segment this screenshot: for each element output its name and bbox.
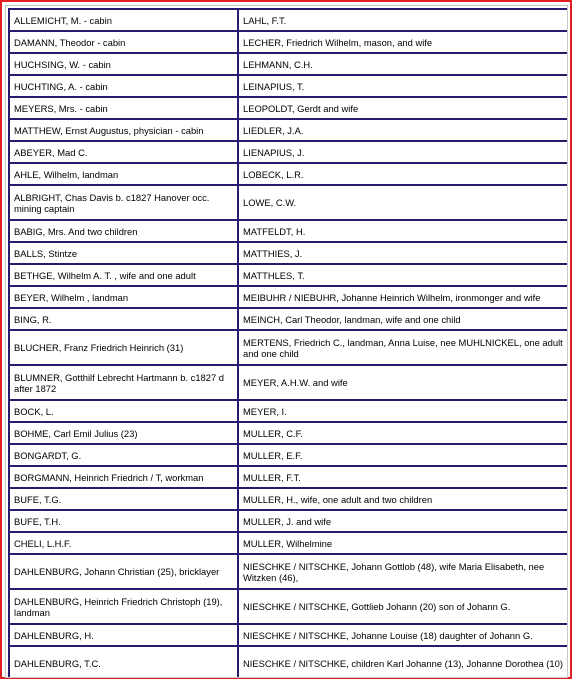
passenger-table-body xyxy=(9,9,568,678)
table-row xyxy=(9,624,568,646)
passenger-cell-left: BOHME, Carl Emil Julius (23) xyxy=(9,422,238,444)
table-row xyxy=(9,308,568,330)
table-row xyxy=(9,220,568,242)
passenger-cell-left: BABIG, Mrs. And two children xyxy=(9,220,238,242)
passenger-cell-left: BALLS, Stintze xyxy=(9,242,238,264)
table-row xyxy=(9,97,568,119)
table-row xyxy=(9,510,568,532)
passenger-cell-left: BETHGE, Wilhelm A. T. , wife and one adult xyxy=(9,264,238,286)
passenger-cell-right: NIESCHKE / NITSCHKE, children Karl Johanne (13), Johanne Dorothea (10) xyxy=(238,646,568,678)
table-row xyxy=(9,75,568,97)
passenger-cell-right: MULLER, F.T. xyxy=(238,466,568,488)
passenger-cell-left: DAHLENBURG, Johann Christian (25), bricklayer xyxy=(9,554,238,589)
passenger-cell-right: MULLER, Wilhelmine xyxy=(238,532,568,554)
passenger-cell-left: BLUCHER, Franz Friedrich Heinrich (31) xyxy=(9,330,238,365)
table-row xyxy=(9,286,568,308)
table-row xyxy=(9,554,568,589)
table-row xyxy=(9,264,568,286)
table-row xyxy=(9,646,568,678)
passenger-cell-right: LEOPOLDT, Gerdt and wife xyxy=(238,97,568,119)
passenger-cell-left: CHELI, L.H.F. xyxy=(9,532,238,554)
passenger-cell-right: LOBECK, L.R. xyxy=(238,163,568,185)
passenger-cell-right: LECHER, Friedrich Wilhelm, mason, and wife xyxy=(238,31,568,53)
passenger-cell-right: NIESCHKE / NITSCHKE, Gottlieb Johann (20) son of Johann G. xyxy=(238,589,568,624)
passenger-cell-right: MATTHIES, J. xyxy=(238,242,568,264)
passenger-cell-right: MULLER, C.F. xyxy=(238,422,568,444)
table-row xyxy=(9,163,568,185)
passenger-cell-right: MULLER, H., wife, one adult and two children xyxy=(238,488,568,510)
passenger-cell-left: BING, R. xyxy=(9,308,238,330)
passenger-cell-left: ALLEMICHT, M. - cabin xyxy=(9,9,238,31)
passenger-cell-left: BEYER, Wilhelm , landman xyxy=(9,286,238,308)
passenger-cell-right: MERTENS, Friedrich C., landman, Anna Luise, nee MUHLNICKEL, one adult and one child xyxy=(238,330,568,365)
passenger-cell-left: BLUMNER, Gotthilf Lebrecht Hartmann b. c1827 d after 1872 xyxy=(9,365,238,400)
passenger-cell-left: MATTHEW, Ernst Augustus, physician - cabin xyxy=(9,119,238,141)
passenger-cell-left: BORGMANN, Heinrich Friedrich / T, workman xyxy=(9,466,238,488)
table-row xyxy=(9,400,568,422)
table-row xyxy=(9,31,568,53)
passenger-cell-left: HUCHSING, W. - cabin xyxy=(9,53,238,75)
passenger-cell-right: MEIBUHR / NIEBUHR, Johanne Heinrich Wilhelm, ironmonger and wife xyxy=(238,286,568,308)
table-row xyxy=(9,119,568,141)
table-row xyxy=(9,444,568,466)
table-row xyxy=(9,9,568,31)
table-row xyxy=(9,589,568,624)
passenger-cell-right: LAHL, F.T. xyxy=(238,9,568,31)
passenger-cell-right: MATTHLES, T. xyxy=(238,264,568,286)
passenger-cell-right: LEHMANN, C.H. xyxy=(238,53,568,75)
passenger-cell-right: MEYER, I. xyxy=(238,400,568,422)
passenger-cell-left: DAHLENBURG, Heinrich Friedrich Christoph (19), landman xyxy=(9,589,238,624)
passenger-cell-left: BONGARDT, G. xyxy=(9,444,238,466)
passenger-cell-left: ALBRIGHT, Chas Davis b. c1827 Hanover occ. mining captain xyxy=(9,185,238,220)
passenger-table xyxy=(8,8,568,678)
table-row xyxy=(9,466,568,488)
table-row xyxy=(9,242,568,264)
passenger-cell-right: NIESCHKE / NITSCHKE, Johann Gottlob (48), wife Maria Elisabeth, nee Witzken (46), xyxy=(238,554,568,589)
passenger-cell-left: DAHLENBURG, T.C. xyxy=(9,646,238,678)
passenger-cell-right: MATFELDT, H. xyxy=(238,220,568,242)
passenger-cell-right: MULLER, E.F. xyxy=(238,444,568,466)
page-area xyxy=(5,5,568,678)
passenger-cell-left: BUFE, T.G. xyxy=(9,488,238,510)
passenger-cell-right: MEINCH, Carl Theodor, landman, wife and one child xyxy=(238,308,568,330)
table-row xyxy=(9,185,568,220)
table-row xyxy=(9,488,568,510)
passenger-cell-right: MEYER, A.H.W. and wife xyxy=(238,365,568,400)
passenger-cell-left: DAHLENBURG, H. xyxy=(9,624,238,646)
passenger-cell-left: BOCK, L. xyxy=(9,400,238,422)
passenger-cell-right: LIEDLER, J.A. xyxy=(238,119,568,141)
passenger-cell-left: AHLE, Wilhelm, landman xyxy=(9,163,238,185)
passenger-cell-left: MEYERS, Mrs. - cabin xyxy=(9,97,238,119)
passenger-cell-right: NIESCHKE / NITSCHKE, Johanne Louise (18) daughter of Johann G. xyxy=(238,624,568,646)
table-row xyxy=(9,53,568,75)
table-row xyxy=(9,330,568,365)
table-row xyxy=(9,422,568,444)
table-row xyxy=(9,532,568,554)
passenger-cell-left: DAMANN, Theodor - cabin xyxy=(9,31,238,53)
passenger-cell-right: LEINAPIUS, T. xyxy=(238,75,568,97)
table-row xyxy=(9,365,568,400)
passenger-cell-left: HUCHTING, A. - cabin xyxy=(9,75,238,97)
passenger-cell-left: BUFE, T.H. xyxy=(9,510,238,532)
table-row xyxy=(9,141,568,163)
passenger-cell-right: LIENAPIUS, J. xyxy=(238,141,568,163)
passenger-cell-left: ABEYER, Mad C. xyxy=(9,141,238,163)
passenger-cell-right: MULLER, J. and wife xyxy=(238,510,568,532)
passenger-cell-right: LOWE, C.W. xyxy=(238,185,568,220)
